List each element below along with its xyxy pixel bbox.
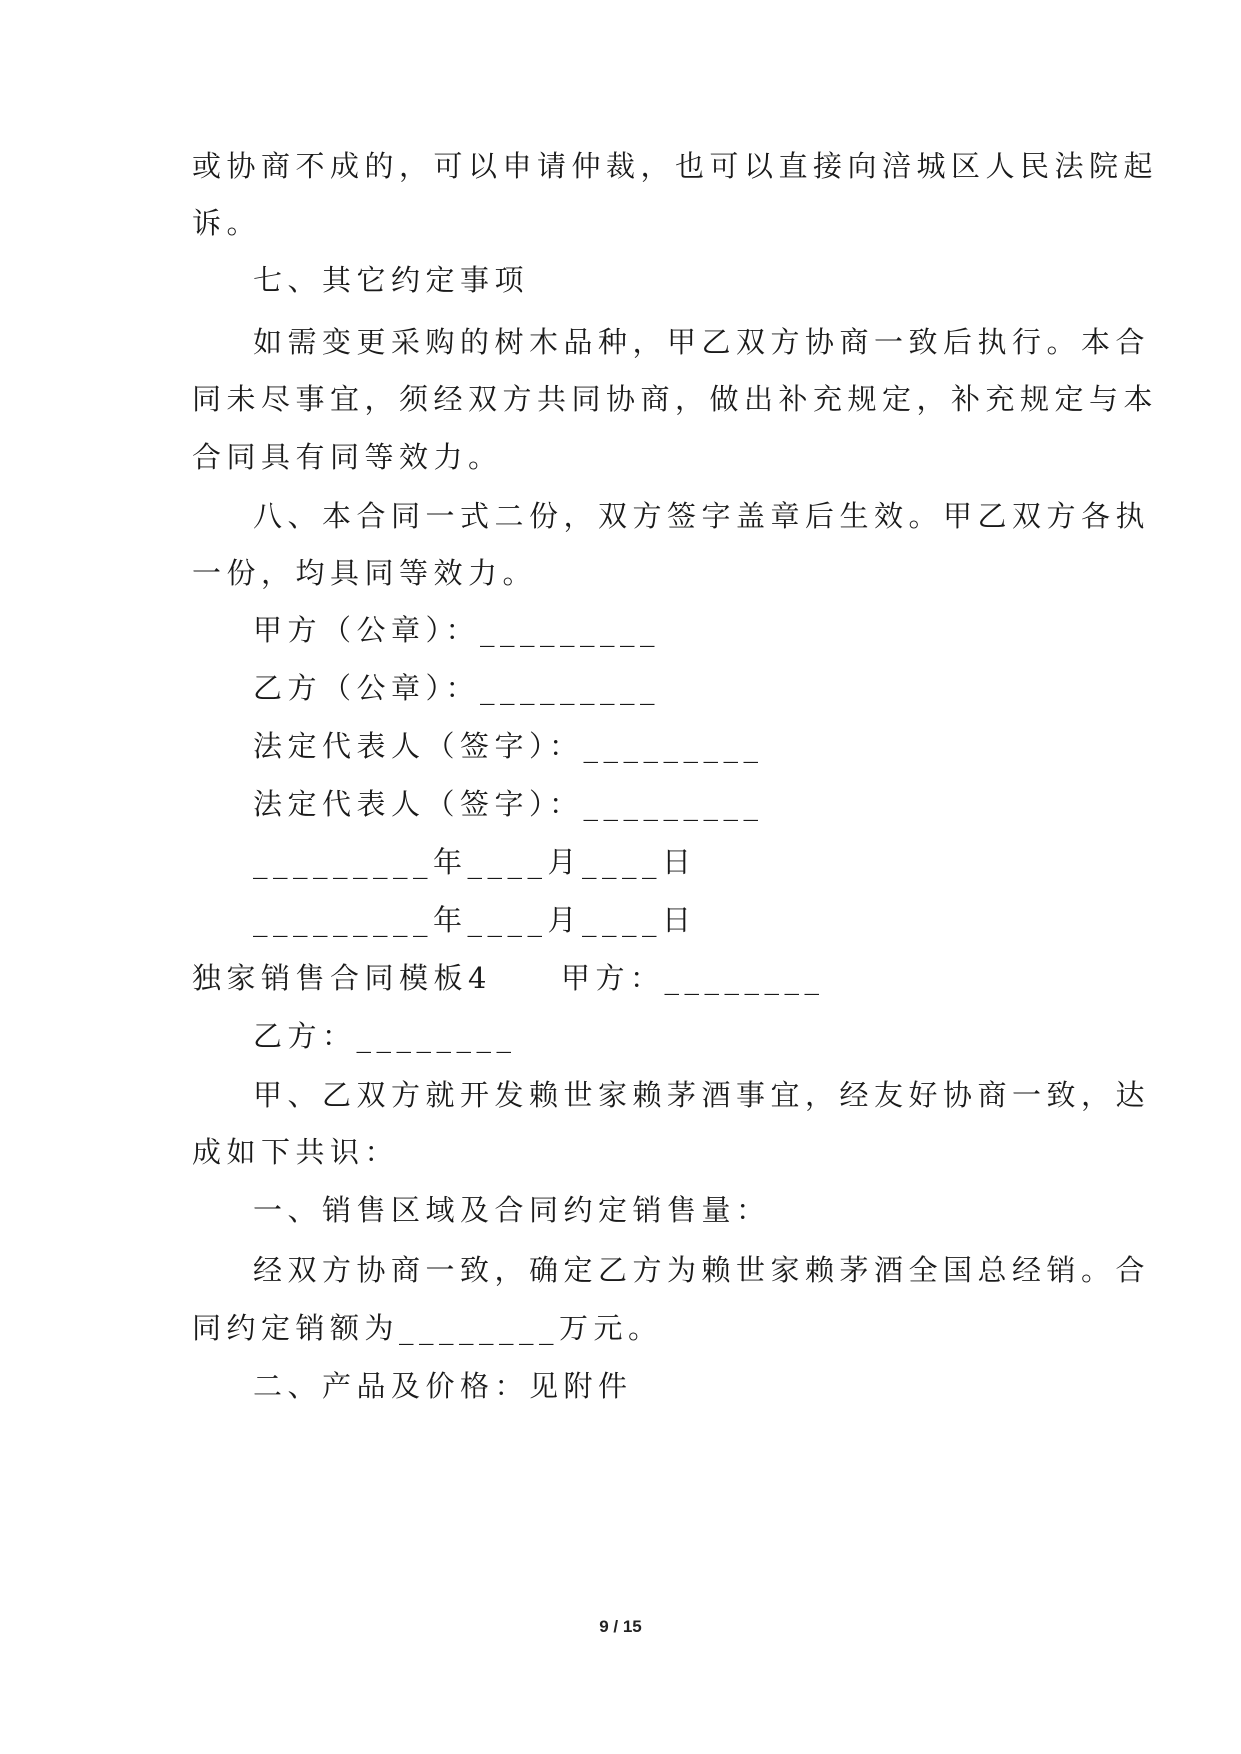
paragraph-line: 合同具有同等效力。 [192,440,503,474]
page-number: 9 / 15 [599,1617,642,1636]
section-heading: 七、其它约定事项 [253,263,530,297]
section-heading: 一、销售区域及合同约定销售量： [253,1193,771,1227]
paragraph-line: 八、本合同一式二份，双方签字盖章后生效。甲乙双方各执 [253,499,1151,533]
paragraph-line: 经双方协商一致，确定乙方为赖世家赖茅酒全国总经销。合 [253,1253,1151,1287]
paragraph-line: 或协商不成的，可以申请仲裁，也可以直接向涪城区人民法院起 [192,149,1159,183]
date-line-b: _________年____月____日 [253,903,697,937]
date-line-a: _________年____月____日 [253,845,697,879]
signature-party-b: 乙方（公章）：_________ [253,671,661,705]
paragraph-line: 一份，均具同等效力。 [192,556,538,590]
paragraph-line: 成如下共识： [192,1135,400,1169]
paragraph-line: 同未尽事宜，须经双方共同协商，做出补充规定，补充规定与本 [192,382,1159,416]
signature-legal-rep-b: 法定代表人（签字）：_________ [253,787,764,821]
signature-party-a: 甲方（公章）：_________ [253,613,661,647]
template-title: 独家销售合同模板4 甲方：________ [192,961,825,995]
party-b-line: 乙方：________ [253,1019,517,1053]
paragraph-line: 诉。 [192,206,262,240]
paragraph-line: 甲、乙双方就开发赖世家赖茅酒事宜，经友好协商一致，达 [253,1078,1151,1112]
paragraph-line: 如需变更采购的树木品种，甲乙双方协商一致后执行。本合 [253,325,1151,359]
signature-legal-rep-a: 法定代表人（签字）：_________ [253,729,764,763]
section-heading: 二、产品及价格：见附件 [253,1369,633,1403]
paragraph-line: 同约定销额为________万元。 [192,1311,663,1345]
